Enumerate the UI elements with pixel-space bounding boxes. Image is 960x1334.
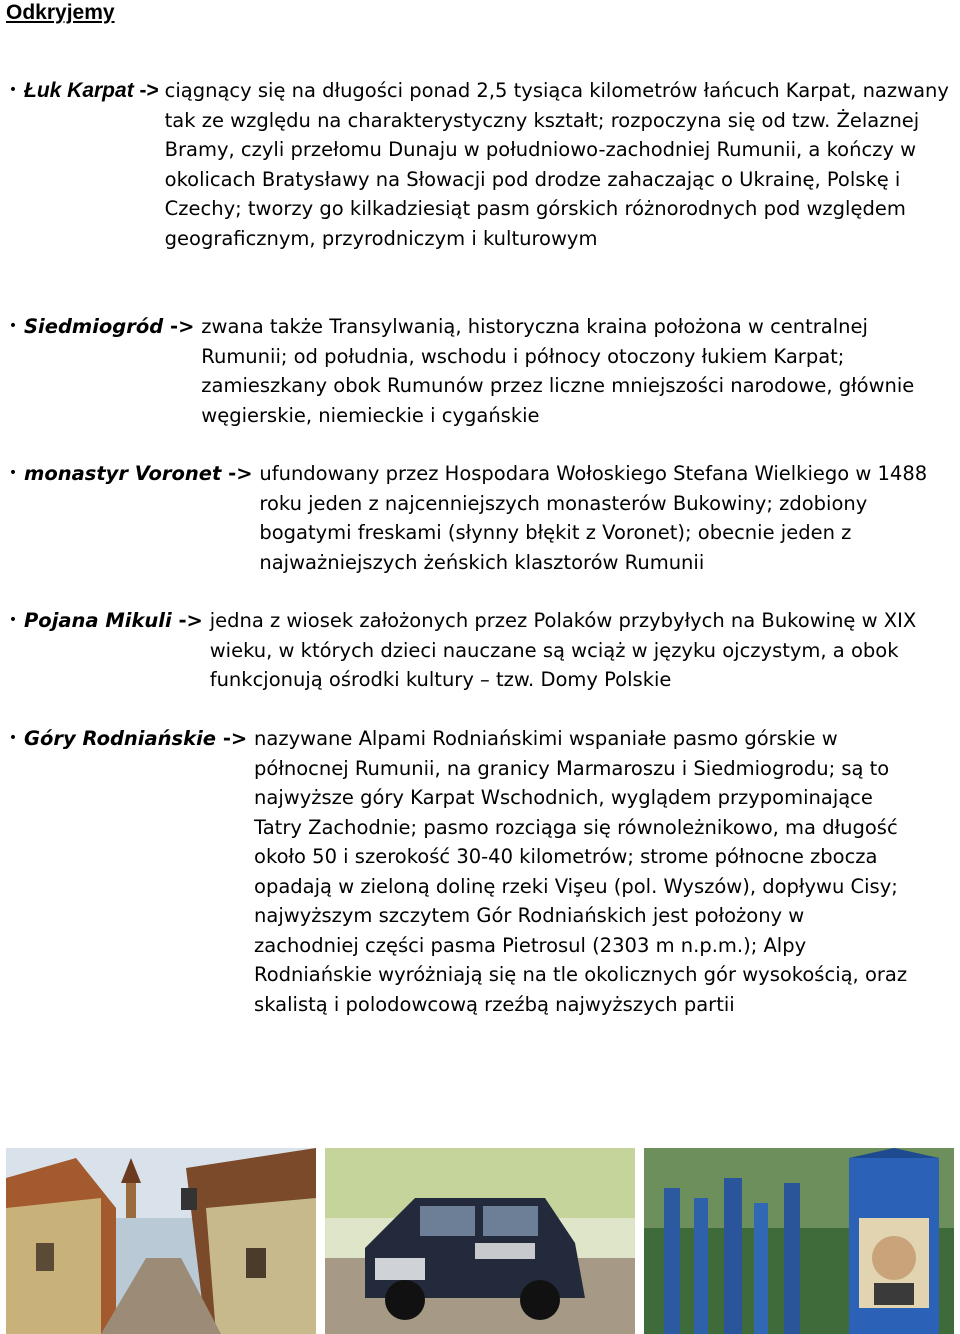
entry-description: nazywane Alpami Rodniańskimi wspaniałe pasmo górskie w północnej Rumunii, na granicy Marmaroszu i Siedmiogrodu; są to najwyższe góry Karpat Wschodnich, wyglądem przypominające Tatry Zachodnie; pasmo rozciąga się równoleżnikowo, ma długość około 50 i szerokość 30-40 kilometrów; strome północne zbocza opadają w zieloną dolinę rzeki Vişeu (pol. Wyszów), dopływu Cisy; najwyższym szczytem Gór Rodniańskich jest położony w zachodniej części pasma Pietrosul (2303 m n.p.m.); Alpy Rodniańskie wyróżniają się na tle okolicznych gór wysokością, oraz skalistą i polodowcową rzeźbą najwyższych partii	[254, 727, 908, 1016]
bullet: •	[8, 612, 18, 628]
entry-pojana-mikuli	[0, 606, 955, 695]
entry-arrow: ->	[170, 315, 195, 338]
jeep-photo-image	[325, 1148, 635, 1334]
entry-gory-rodnianskie	[0, 724, 955, 1019]
entry-term: monastyr Voronet	[24, 462, 222, 485]
photo-strip	[6, 1148, 955, 1334]
entry-term: Siedmiogród	[24, 315, 164, 338]
entry-luk-karpat	[0, 76, 955, 253]
entry-arrow: ->	[228, 462, 253, 485]
entry-monastyr-voronet	[0, 459, 955, 577]
cemetery-photo-image	[644, 1148, 954, 1334]
street-photo-image	[6, 1148, 316, 1334]
entry-description: zwana także Transylwanią, historyczna kraina położona w centralnej Rumunii; od południa, wschodu i północy otoczony łukiem Karpat; zamieszkany obok Rumunów przez liczne mniejszości narodowe, głównie węgierskie, niemieckie i cygańskie	[201, 315, 915, 427]
entry-term: Pojana Mikuli	[24, 609, 172, 632]
bullet: •	[8, 82, 18, 98]
entry-arrow: ->	[139, 79, 159, 102]
entry-description: ciągnący się na długości ponad 2,5 tysiąca kilometrów łańcuch Karpat, nazwany tak ze względu na charakterystyczny kształt; rozpoczyna się od tzw. Żelaznej Bramy, czyli przełomu Dunaju w południowo-zachodniej Rumunii, a kończy w okolicach Bratysławy na Słowacji pod drodze zahaczając o Ukrainę, Polskę i Czechy; tworzy go kilkadziesiąt pasm górskich różnorodnych pod względem geograficznym, przyrodniczym i kulturowym	[164, 79, 949, 250]
bullet: •	[8, 465, 18, 481]
bullet: •	[8, 318, 18, 334]
entry-arrow: ->	[178, 609, 203, 632]
cemetery-photo	[644, 1148, 955, 1334]
jeep-photo	[325, 1148, 636, 1334]
entry-arrow: ->	[222, 727, 248, 750]
entry-term: Góry Rodniańskie	[24, 727, 217, 750]
page-heading: Odkryjemy	[6, 1, 115, 24]
entry-description: jedna z wiosek założonych przez Polaków przybyłych na Bukowinę w XIX wieku, w których dzieci nauczane są wciąż w języku ojczystym, a obok funkcjonują ośrodki kultury – tzw. Domy Polskie	[209, 609, 917, 691]
entry-term: Łuk Karpat	[24, 79, 134, 102]
entry-description: ufundowany przez Hospodara Wołoskiego Stefana Wielkiego w 1488 roku jeden z najcenniejszych monasterów Bukowiny; zdobiony bogatymi freskami (słynny błękit z Voronet); obecnie jeden z najważniejszych żeńskich klasztorów Rumunii	[259, 462, 928, 574]
entry-siedmiogrod	[0, 312, 955, 430]
street-photo	[6, 1148, 317, 1334]
bullet: •	[8, 730, 18, 746]
